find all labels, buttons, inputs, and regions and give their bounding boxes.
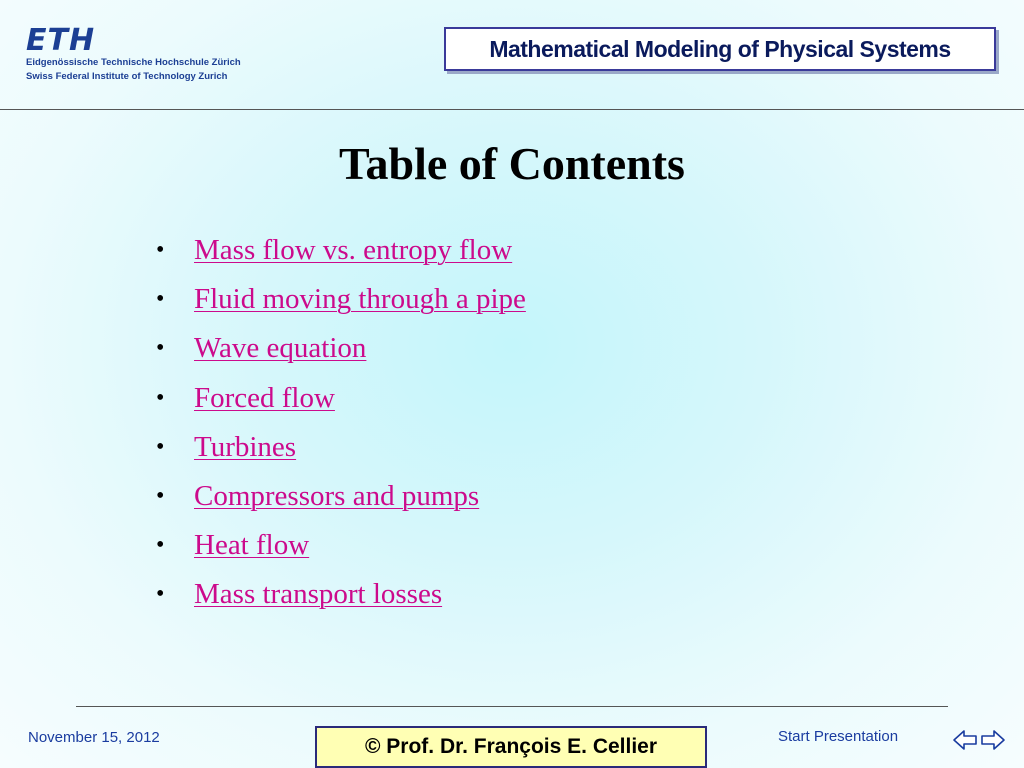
toc-link-wave-equation[interactable]: Wave equation [194,332,367,365]
toc-item [156,324,526,373]
bullet-icon: • [156,286,165,313]
eth-logo-mark: ETH [26,23,96,58]
toc-item [156,521,526,570]
slide-title: Table of Contents [339,138,685,189]
toc-item [156,570,526,619]
arrow-right-icon[interactable] [980,728,1006,752]
course-title-box: Mathematical Modeling of Physical Systems [444,27,996,71]
toc-item [156,275,526,324]
toc-item [156,374,526,423]
footer-divider [76,706,948,707]
header-divider [0,109,1024,110]
eth-logo-line-german: Eidgenössische Technische Hochschule Zürich [26,57,241,68]
start-presentation-link[interactable]: Start Presentation [778,728,899,745]
toc-link-turbines[interactable]: Turbines [194,430,297,463]
eth-logo-line-english: Swiss Federal Institute of Technology Zurich [26,71,228,82]
bullet-icon: • [156,483,165,510]
arrow-left-icon[interactable] [952,728,978,752]
bullet-icon: • [156,384,165,411]
eth-logo [26,23,241,84]
author-credit-box: © Prof. Dr. François E. Cellier [315,726,707,768]
toc-link-mass-transport-losses[interactable]: Mass transport losses [194,578,443,611]
toc-link-fluid-moving-through-pipe[interactable]: Fluid moving through a pipe [194,283,526,316]
bullet-icon: • [156,237,165,264]
bullet-icon: • [156,433,165,460]
table-of-contents [156,226,526,620]
bullet-icon: • [156,581,165,608]
toc-link-forced-flow[interactable]: Forced flow [194,381,335,414]
bullet-icon: • [156,532,165,559]
footer-date: November 15, 2012 [28,729,160,746]
toc-link-heat-flow[interactable]: Heat flow [194,529,310,562]
bullet-icon: • [156,335,165,362]
toc-item [156,423,526,472]
toc-item [156,472,526,521]
toc-link-mass-flow-vs-entropy-flow[interactable]: Mass flow vs. entropy flow [194,234,513,267]
toc-link-compressors-and-pumps[interactable]: Compressors and pumps [194,480,480,513]
slide-navigation [952,728,1006,752]
toc-item [156,226,526,275]
